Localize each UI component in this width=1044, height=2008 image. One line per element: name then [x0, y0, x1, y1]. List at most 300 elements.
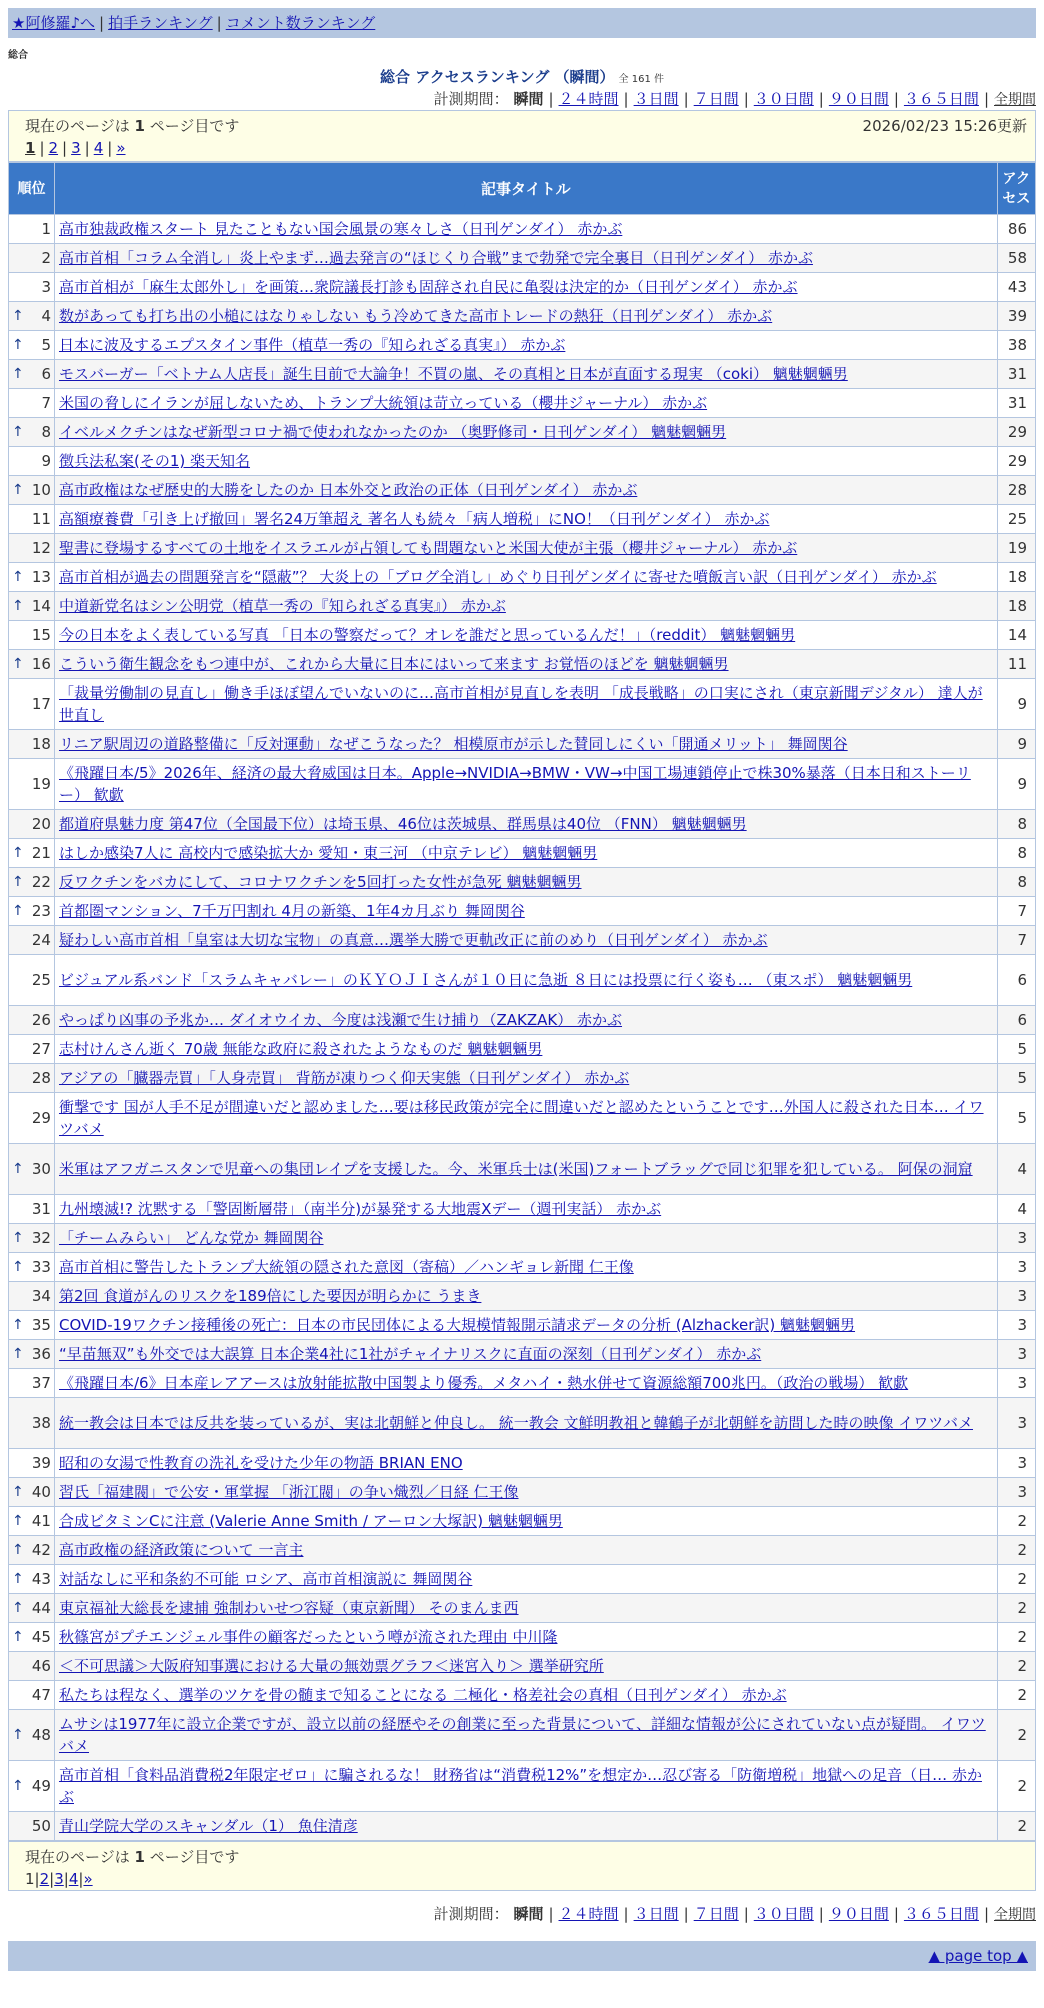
rank-number: 12: [31, 539, 51, 557]
rank-number: 20: [31, 815, 51, 833]
table-row: [9, 418, 1036, 447]
rank-number: 36: [31, 1345, 51, 1363]
page-top-link[interactable]: ▲ page top ▲: [928, 1947, 1028, 1965]
rank-number: 22: [31, 873, 51, 891]
rank-number: 43: [31, 1570, 51, 1588]
title-cell: [54, 244, 997, 273]
rank-number: 21: [31, 844, 51, 862]
rank-number: 5: [41, 336, 51, 354]
access-count: 2: [997, 1681, 1035, 1710]
title-cell: [54, 1812, 997, 1841]
current-page-info-bottom: 現在のページは 1 ページ目です: [25, 1848, 240, 1866]
rank-cell: [9, 505, 55, 534]
article-title-link[interactable]: COVID-19ワクチン接種後の死亡：日本の市民団体による大規模情報開示請求データの分析 (Alzhacker訳) 魑魅魍魎男: [58, 1316, 856, 1334]
article-title-link[interactable]: 今の日本をよく表している写真 「日本の警察だって？オレを誰だと思っているんだ！」（reddit） 魑魅魍魎男: [58, 626, 796, 644]
article-title-link[interactable]: 高市首相「コラム全消し」炎上やまず…過去発言の“ほじくり合戦”まで勃発で完全裏目（日刊ゲンダイ） 赤かぶ: [58, 249, 813, 267]
rank-number: 42: [31, 1541, 51, 1559]
access-header: アクセス: [997, 163, 1035, 215]
table-row: [9, 1710, 1036, 1761]
rank-cell: [9, 621, 55, 650]
access-count: 9: [997, 730, 1035, 759]
title-cell: [54, 679, 997, 730]
period-option[interactable]: ２４時間: [558, 1905, 619, 1923]
rank-number: 47: [31, 1686, 51, 1704]
table-row: [9, 1565, 1036, 1594]
title-cell: [54, 955, 997, 1006]
access-count: 31: [997, 389, 1035, 418]
rank-cell: [9, 1449, 55, 1478]
title-cell: [54, 1340, 997, 1369]
rank-number: 4: [41, 307, 51, 325]
title-cell: [54, 1507, 997, 1536]
rank-up-icon: ↑: [12, 1629, 24, 1645]
rank-number: 32: [31, 1229, 51, 1247]
article-title-link[interactable]: 徴兵法私案(その1) 楽天知名: [58, 452, 251, 470]
applause-ranking-link[interactable]: 拍手ランキング: [108, 14, 213, 32]
rank-number: 48: [31, 1726, 51, 1744]
rank-cell: [9, 1594, 55, 1623]
pagination-box-top: [8, 110, 1036, 162]
access-count: 8: [997, 810, 1035, 839]
table-row: [9, 1340, 1036, 1369]
article-title-link[interactable]: 高市政権の経済政策について 一言主: [58, 1541, 304, 1559]
table-row: [9, 360, 1036, 389]
rank-up-icon: ↑: [12, 903, 24, 919]
access-count: 5: [997, 1035, 1035, 1064]
article-title-link[interactable]: 昭和の女湯で性教育の洗礼を受けた少年の物語 BRIAN ENO: [58, 1454, 463, 1472]
period-option[interactable]: ９０日間: [828, 90, 889, 108]
table-row: [9, 1253, 1036, 1282]
access-count: 4: [997, 1144, 1035, 1195]
rank-number: 3: [41, 278, 51, 296]
period-option[interactable]: ３６５日間: [903, 90, 979, 108]
home-link[interactable]: ★阿修羅♪へ: [12, 14, 96, 32]
table-row: [9, 1623, 1036, 1652]
access-count: 5: [997, 1064, 1035, 1093]
pagination-box-bottom: [8, 1841, 1036, 1891]
access-count: 9: [997, 759, 1035, 810]
title-cell: [54, 1623, 997, 1652]
rank-cell: [9, 1340, 55, 1369]
rank-number: 10: [31, 481, 51, 499]
access-count: 3: [997, 1398, 1035, 1449]
rank-up-icon: ↑: [12, 845, 24, 861]
rank-number: 35: [31, 1316, 51, 1334]
article-title-link[interactable]: 対話なしに平和条約不可能 ロシア、高市首相演説に 舞岡関谷: [58, 1570, 473, 1588]
rank-cell: [9, 839, 55, 868]
article-title-link[interactable]: 反ワクチンをバカにして、コロナワクチンを5回打った女性が急死 魑魅魍魎男: [58, 873, 582, 891]
article-title-link[interactable]: 衝撃です 国が人手不足が間違いだと認めました…要は移民政策が完全に間違いだと認めたということです…外国人に殺された日本… イワツバメ: [58, 1098, 984, 1138]
rank-cell: [9, 897, 55, 926]
access-count: 3: [997, 1311, 1035, 1340]
rank-cell: [9, 1282, 55, 1311]
title-cell: [54, 759, 997, 810]
page-link[interactable]: 4: [93, 139, 104, 157]
period-option[interactable]: ３６５日間: [903, 1905, 979, 1923]
rank-cell: [9, 650, 55, 679]
rank-cell: [9, 360, 55, 389]
article-title-link[interactable]: モスバーガー「ベトナム人店長」誕生目前で大論争！不買の嵐、その真相と日本が直面する現実 （coki） 魑魅魍魎男: [58, 365, 848, 383]
article-title-link[interactable]: 中道新党名はシン公明党（植草一秀の『知られざる真実』） 赤かぶ: [58, 597, 506, 615]
page-link[interactable]: 4: [68, 1870, 79, 1888]
rank-cell: [9, 273, 55, 302]
access-count: 18: [997, 592, 1035, 621]
article-title-link[interactable]: 米軍はアフガニスタンで児童への集団レイプを支援した。今、米軍兵士は(米国)フォートブラッグで同じ犯罪を犯している。 阿保の洞窟: [58, 1160, 973, 1178]
rank-up-icon: ↑: [12, 569, 24, 585]
access-count: 18: [997, 563, 1035, 592]
table-row: [9, 1311, 1036, 1340]
title-cell: [54, 360, 997, 389]
article-title-link[interactable]: 私たちは程なく、選挙のツケを骨の髄まで知ることになる 二極化・格差社会の真相（日刊ゲンダイ） 赤かぶ: [58, 1686, 787, 1704]
page-link[interactable]: 2: [39, 1870, 50, 1888]
rank-number: 37: [31, 1374, 51, 1392]
article-title-link[interactable]: 《飛躍日本/6》日本産レアアースは放射能拡散中国製より優秀。メタハイ・熱水併せて資源総額700兆円。（政治の戦場） 歓歔: [58, 1374, 909, 1392]
rank-up-icon: ↑: [12, 598, 24, 614]
article-title-link[interactable]: 疑わしい高市首相「皇室は大切な宝物」の真意…選挙大勝で更軌改正に前のめり（日刊ゲンダイ） 赤かぶ: [58, 931, 768, 949]
article-title-link[interactable]: 高市首相が過去の問題発言を“隠蔽”？ 大炎上の「ブログ全消し」めぐり日刊ゲンダイに寄せた噴飯言い訳（日刊ゲンダイ） 赤かぶ: [58, 568, 937, 586]
table-row: [9, 926, 1036, 955]
article-title-link[interactable]: ＜不可思議＞大阪府知事選における大量の無効票グラフ＜迷宮入り＞ 選挙研究所: [58, 1657, 604, 1675]
article-title-link[interactable]: 高市首相に警告したトランプ大統領の隠された意図（寄稿）／ハンギョレ新聞 仁王像: [58, 1258, 634, 1276]
access-count: 3: [997, 1224, 1035, 1253]
rank-number: 19: [31, 775, 51, 793]
access-count: 3: [997, 1478, 1035, 1507]
rank-number: 26: [31, 1011, 51, 1029]
rank-up-icon: ↑: [12, 1727, 24, 1743]
rank-number: 25: [31, 971, 51, 989]
access-count: 2: [997, 1761, 1035, 1812]
access-count: 6: [997, 955, 1035, 1006]
article-title-link[interactable]: 都道府県魅力度 第47位（全国最下位）は埼玉県、46位は茨城県、群馬県は40位 （FNN） 魑魅魍魎男: [58, 815, 747, 833]
rank-up-icon: ↑: [12, 1230, 24, 1246]
title-cell: [54, 592, 997, 621]
title-header: 記事タイトル: [54, 163, 997, 215]
rank-number: 27: [31, 1040, 51, 1058]
comment-ranking-link[interactable]: コメント数ランキング: [225, 14, 376, 32]
title-cell: [54, 505, 997, 534]
period-option[interactable]: ３日間: [633, 1905, 679, 1923]
title-cell: [54, 926, 997, 955]
title-cell: [54, 1035, 997, 1064]
page-link: 1: [25, 1870, 35, 1888]
table-row: [9, 1369, 1036, 1398]
period-selector-bottom: 計測期間： 瞬間 | ２４時間 | ３日間 | ７日間 | ３０日間 | ９０日間 | ３６５日間 | 全期間: [433, 1905, 1036, 1923]
rank-number: 8: [41, 423, 51, 441]
rank-number: 13: [31, 568, 51, 586]
title-cell: [54, 650, 997, 679]
article-title-link[interactable]: 「チームみらい」 どんな党か 舞岡関谷: [58, 1229, 324, 1247]
table-row: [9, 621, 1036, 650]
period-option[interactable]: ３日間: [633, 90, 679, 108]
article-title-link[interactable]: 聖書に登場するすべての土地をイスラエルが占領しても問題ないと米国大使が主張（櫻井ジャーナル） 赤かぶ: [58, 539, 798, 557]
rank-cell: [9, 1710, 55, 1761]
article-title-link[interactable]: 首都圏マンション、7千万円割れ 4月の新築、1年4カ月ぶり 舞岡関谷: [58, 902, 525, 920]
title-cell: [54, 476, 997, 505]
period-option[interactable]: ７日間: [693, 90, 739, 108]
rank-number: 29: [31, 1109, 51, 1127]
title-cell: [54, 1565, 997, 1594]
rank-cell: [9, 476, 55, 505]
rank-cell: [9, 1093, 55, 1144]
article-title-link[interactable]: ムサシは1977年に設立企業ですが、設立以前の経歴やその創業に至った背景について、詳細な情報が公にされていない点が疑問。 イワツバメ: [58, 1715, 986, 1755]
title-cell: [54, 563, 997, 592]
access-count: 2: [997, 1507, 1035, 1536]
rank-cell: [9, 389, 55, 418]
table-row: [9, 730, 1036, 759]
table-row: [9, 1812, 1036, 1841]
period-option[interactable]: ３０日間: [753, 1905, 814, 1923]
access-count: 39: [997, 302, 1035, 331]
article-title-link[interactable]: こういう衛生観念をもつ連中が、これから大量に日本にはいって来ます お覚悟のほどを 魑魅魍魎男: [58, 655, 729, 673]
page-link: 1: [25, 139, 36, 157]
access-count: 2: [997, 1594, 1035, 1623]
table-row: [9, 476, 1036, 505]
article-title-link[interactable]: ビジュアル系バンド「スラムキャバレー」のＫＹＯＪＩさんが１０日に急逝 ８日には投票に行く姿も… （東スポ） 魑魅魍魎男: [58, 971, 913, 989]
table-row: [9, 1282, 1036, 1311]
title-cell: [54, 1282, 997, 1311]
article-title-link[interactable]: 高市首相「食料品消費税2年限定ゼロ」に騙されるな！ 財務省は“消費税12%”を想定か…忍び寄る「防衛増税」地獄への足音（日… 赤かぶ: [58, 1766, 982, 1806]
next-page-link[interactable]: »: [116, 139, 126, 157]
title-cell: [54, 273, 997, 302]
table-row: [9, 1035, 1036, 1064]
rank-cell: [9, 926, 55, 955]
page-title: 総合 アクセスランキング （瞬間） 全 161 件: [380, 68, 664, 86]
period-option[interactable]: 全期間: [994, 1907, 1036, 1923]
rank-number: 41: [31, 1512, 51, 1530]
access-count: 3: [997, 1282, 1035, 1311]
table-row: [9, 1006, 1036, 1035]
article-title-link[interactable]: 高額療養費「引き上げ撤回」署名24万筆超え 著名人も続々「病人増税」にNO！（日刊ゲンダイ） 赤かぶ: [58, 510, 770, 528]
title-cell: [54, 730, 997, 759]
table-row: [9, 447, 1036, 476]
period-option[interactable]: ９０日間: [828, 1905, 889, 1923]
title-cell: [54, 1652, 997, 1681]
rank-cell: [9, 1398, 55, 1449]
table-row: [9, 302, 1036, 331]
top-nav-bar: ★阿修羅♪へ | 拍手ランキング | コメント数ランキング: [8, 8, 1036, 38]
rank-cell: [9, 1006, 55, 1035]
title-cell: [54, 1398, 997, 1449]
rank-cell: [9, 418, 55, 447]
article-title-link[interactable]: 《飛躍日本/5》2026年、経済の最大脅威国は日本。Apple→NVIDIA→BMW・VW→中国工場連鎖停止で株30%暴落（日本日和ストーリー） 歓歔: [58, 764, 971, 804]
table-row: [9, 273, 1036, 302]
title-cell: [54, 1064, 997, 1093]
rank-up-icon: ↑: [12, 1161, 24, 1177]
ranking-table: [8, 162, 1036, 1841]
period-selector-top: 計測期間： 瞬間 | ２４時間 | ３日間 | ７日間 | ３０日間 | ９０日間 | ３６５日間 | 全期間: [433, 90, 1036, 108]
rank-number: 38: [31, 1414, 51, 1432]
article-title-link[interactable]: リニア駅周辺の道路整備に「反対運動」なぜこうなった？ 相模原市が示した賛同しにくい「開通メリット」 舞岡関谷: [58, 735, 848, 753]
page-link[interactable]: 3: [54, 1870, 64, 1888]
table-row: [9, 1761, 1036, 1812]
title-cell: [54, 1369, 997, 1398]
footer-bar: [8, 1941, 1036, 1971]
period-option: 瞬間: [513, 1905, 544, 1923]
rank-number: 16: [31, 655, 51, 673]
rank-number: 46: [31, 1657, 51, 1675]
table-row: [9, 592, 1036, 621]
title-cell: [54, 897, 997, 926]
article-title-link[interactable]: 高市政権はなぜ歴史的大勝をしたのか 日本外交と政治の正体（日刊ゲンダイ） 赤かぶ: [58, 481, 638, 499]
title-cell: [54, 1195, 997, 1224]
access-count: 2: [997, 1536, 1035, 1565]
rank-cell: [9, 955, 55, 1006]
table-row: [9, 1195, 1036, 1224]
rank-cell: [9, 1761, 55, 1812]
rank-cell: [9, 1652, 55, 1681]
next-page-link[interactable]: »: [83, 1870, 93, 1888]
table-row: [9, 1398, 1036, 1449]
rank-cell: [9, 563, 55, 592]
title-cell: [54, 1253, 997, 1282]
article-title-link[interactable]: やっぱり凶事の予兆か… ダイオウイカ、今度は浅瀬で生け捕り（ZAKZAK） 赤かぶ: [58, 1011, 623, 1029]
rank-cell: [9, 1369, 55, 1398]
access-count: 11: [997, 650, 1035, 679]
rank-number: 14: [31, 597, 51, 615]
access-count: 14: [997, 621, 1035, 650]
article-title-link[interactable]: 合成ビタミンCに注意 (Valerie Anne Smith / アーロン大塚訳) 魑魅魍魎男: [58, 1512, 563, 1530]
rank-up-icon: ↑: [12, 1542, 24, 1558]
page-link[interactable]: 2: [48, 139, 59, 157]
table-row: [9, 759, 1036, 810]
rank-up-icon: ↑: [12, 1346, 24, 1362]
article-title-link[interactable]: 習氏「福建閥」で公安・軍掌握 「浙江閥」の争い熾烈／日経 仁王像: [58, 1483, 519, 1501]
table-row: [9, 955, 1036, 1006]
article-title-link[interactable]: 高市首相が「麻生太郎外し」を画策…衆院議長打診も固辞され自民に亀裂は決定的か（日刊ゲンダイ） 赤かぶ: [58, 278, 798, 296]
rank-up-icon: ↑: [12, 366, 24, 382]
title-cell: [54, 1449, 997, 1478]
access-count: 2: [997, 1710, 1035, 1761]
table-row: [9, 810, 1036, 839]
rank-number: 33: [31, 1258, 51, 1276]
title-cell: [54, 621, 997, 650]
rank-up-icon: ↑: [12, 1513, 24, 1529]
table-row: [9, 679, 1036, 730]
article-title-link[interactable]: 「裁量労働制の見直し」働き手ほぼ望んでいないのに…高市首相が見直しを表明 「成長戦略」の口実にされ（東京新聞デジタル） 達人が世直し: [58, 684, 983, 724]
access-count: 38: [997, 331, 1035, 360]
table-row: [9, 1536, 1036, 1565]
period-label: 計測期間：: [433, 90, 514, 108]
access-count: 2: [997, 1812, 1035, 1841]
table-row: [9, 244, 1036, 273]
rank-up-icon: ↑: [12, 1484, 24, 1500]
rank-number: 39: [31, 1454, 51, 1472]
rank-cell: [9, 1035, 55, 1064]
rank-up-icon: ↑: [12, 874, 24, 890]
table-row: [9, 1144, 1036, 1195]
updated-timestamp: 2026/02/23 15:26更新: [862, 117, 1027, 135]
rank-cell: [9, 1064, 55, 1093]
rank-cell: [9, 868, 55, 897]
rank-number: 40: [31, 1483, 51, 1501]
rank-number: 17: [31, 695, 51, 713]
rank-number: 34: [31, 1287, 51, 1305]
article-title-link[interactable]: 高市独裁政権スタート 見たこともない国会風景の寒々しさ（日刊ゲンダイ） 赤かぶ: [58, 220, 623, 238]
table-row: [9, 1681, 1036, 1710]
table-row: [9, 1224, 1036, 1253]
rank-number: 49: [31, 1777, 51, 1795]
access-count: 58: [997, 244, 1035, 273]
rank-cell: [9, 1812, 55, 1841]
period-option[interactable]: 全期間: [994, 92, 1036, 108]
title-cell: [54, 1681, 997, 1710]
table-row: [9, 563, 1036, 592]
article-title-link[interactable]: 数があっても打ち出の小槌にはなりゃしない もう冷めてきた高市トレードの熱狂（日刊ゲンダイ） 赤かぶ: [58, 307, 773, 325]
title-cell: [54, 1006, 997, 1035]
article-title-link[interactable]: はしか感染7人に 高校内で感染拡大か 愛知・東三河 （中京テレビ） 魑魅魍魎男: [58, 844, 598, 862]
table-row: [9, 839, 1036, 868]
access-count: 3: [997, 1369, 1035, 1398]
article-title-link[interactable]: 青山学院大学のスキャンダル（1） 魚住清彦: [58, 1817, 358, 1835]
title-cell: [54, 534, 997, 563]
rank-cell: [9, 1311, 55, 1340]
category-label: 総合: [8, 50, 28, 61]
rank-cell: [9, 679, 55, 730]
table-row: [9, 1478, 1036, 1507]
period-option[interactable]: ２４時間: [558, 90, 619, 108]
article-title-link[interactable]: 九州壊滅!? 沈黙する「警固断層帯」（南半分)が暴発する大地震Xデー（週刊実話） 赤かぶ: [58, 1200, 662, 1218]
title-cell: [54, 389, 997, 418]
access-count: 31: [997, 360, 1035, 389]
access-count: 25: [997, 505, 1035, 534]
rank-number: 18: [31, 735, 51, 753]
access-count: 9: [997, 679, 1035, 730]
pager-bottom: 1|2|3|4|»: [25, 1870, 93, 1888]
rank-cell: [9, 1224, 55, 1253]
title-cell: [54, 1478, 997, 1507]
rank-cell: [9, 759, 55, 810]
article-title-link[interactable]: 日本に波及するエプスタイン事件（植草一秀の『知られざる真実』） 赤かぶ: [58, 336, 566, 354]
title-cell: [54, 1093, 997, 1144]
table-row: [9, 215, 1036, 244]
title-cell: [54, 447, 997, 476]
total-count: 全 161 件: [618, 74, 664, 85]
rank-number: 11: [31, 510, 51, 528]
rank-up-icon: ↑: [12, 424, 24, 440]
article-title-link[interactable]: イベルメクチンはなぜ新型コロナ禍で使われなかったのか （奥野修司・日刊ゲンダイ） 魑魅魍魎男: [58, 423, 727, 441]
page-link[interactable]: 3: [71, 139, 81, 157]
rank-cell: [9, 331, 55, 360]
title-cell: [54, 839, 997, 868]
article-title-link[interactable]: 東京福祉大総長を逮捕 強制わいせつ容疑（東京新聞） そのまんま西: [58, 1599, 519, 1617]
title-cell: [54, 215, 997, 244]
access-count: 3: [997, 1253, 1035, 1282]
article-title-link[interactable]: 米国の脅しにイランが屈しないため、トランプ大統領は苛立っている（櫻井ジャーナル） 赤かぶ: [58, 394, 708, 412]
article-title-link[interactable]: 志村けんさん逝く 70歳 無能な政府に殺されたようなものだ 魑魅魍魎男: [58, 1040, 543, 1058]
period-option: 瞬間: [513, 90, 544, 108]
title-cell: [54, 331, 997, 360]
period-option[interactable]: ３０日間: [753, 90, 814, 108]
rank-up-icon: ↑: [12, 1778, 24, 1794]
rank-cell: [9, 1144, 55, 1195]
article-title-link[interactable]: 第2回 食道がんのリスクを189倍にした要因が明らかに うまき: [58, 1287, 482, 1305]
article-title-link[interactable]: アジアの「臓器売買」「人身売買」 背筋が凍りつく仰天実態（日刊ゲンダイ） 赤かぶ: [58, 1069, 630, 1087]
access-count: 2: [997, 1565, 1035, 1594]
rank-cell: [9, 215, 55, 244]
title-cell: [54, 302, 997, 331]
rank-cell: [9, 1623, 55, 1652]
table-row: [9, 1652, 1036, 1681]
rank-cell: [9, 1195, 55, 1224]
table-row: [9, 389, 1036, 418]
article-title-link[interactable]: “早苗無双”も外交では大誤算 日本企業4社に1社がチャイナリスクに直面の深刻（日刊ゲンダイ） 赤かぶ: [58, 1345, 762, 1363]
article-title-link[interactable]: 統一教会は日本では反共を装っているが、実は北朝鮮と仲良し。 統一教会 文鮮明教祖と韓鶴子が北朝鮮を訪問した時の映像 イワツバメ: [58, 1414, 973, 1432]
table-row: [9, 868, 1036, 897]
article-title-link[interactable]: 秋篠宮がプチエンジェル事件の顧客だったという噂が流された理由 中川隆: [58, 1628, 558, 1646]
access-count: 2: [997, 1623, 1035, 1652]
period-option[interactable]: ７日間: [693, 1905, 739, 1923]
period-label: 計測期間：: [433, 1905, 514, 1923]
